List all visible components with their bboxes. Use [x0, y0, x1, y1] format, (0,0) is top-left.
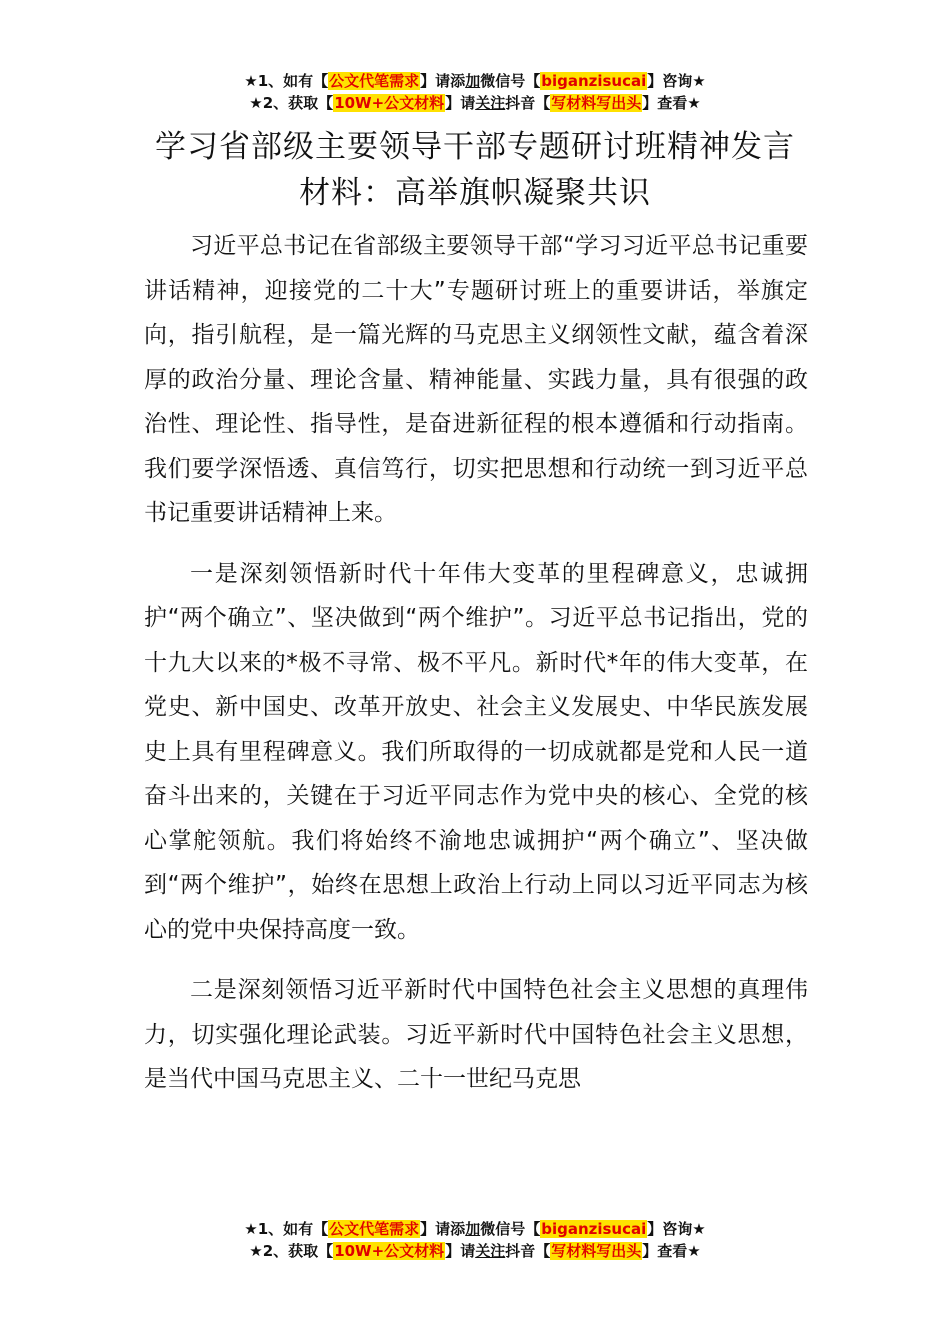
banner-text: 】请 [445, 1242, 476, 1260]
banner-text: ★2、获取【 [249, 1242, 334, 1260]
banner-highlight: 公文代笔需求 [329, 1220, 420, 1238]
banner-text: 抖音【 [505, 94, 551, 112]
banner-text: 】查看★ [642, 94, 701, 112]
banner-line-2 [0, 1240, 950, 1262]
paragraph-point-1: 一是深刻领悟新时代十年伟大变革的里程碑意义，忠诚拥护“两个确立”、坚决做到“两个维护”。习近平总书记指出，党的十九大以来的*极不寻常、极不平凡。新时代*年的伟大变革，在党史、新中国史、改革开放史、社会主义发展史、中华民族发展史上具有里程碑意义。我们所取得的一切成就都是党和人民一道奋斗出来的，关键在于习近平同志作为党中央的核心、全党的核心掌舵领航。我们将始终不渝地忠诚拥护“两个确立”、坚决做到“两个维护”，始终在思想上政治上行动上同以习近平同志为核心的党中央保持高度一致。 [144, 560, 808, 943]
banner-highlight: 公文代笔需求 [329, 72, 420, 90]
banner-text: ★1、如有【 [244, 72, 329, 90]
banner-text: 微信号【 [480, 72, 541, 90]
footer-banner [0, 1218, 950, 1262]
banner-text: 】请添 [420, 1220, 466, 1238]
banner-text: 抖音【 [505, 1242, 551, 1260]
banner-highlight: 10W+公文材料 [334, 94, 445, 112]
banner-line-1 [0, 70, 950, 92]
banner-highlight: biganzisucai [541, 72, 647, 90]
banner-text: ★2、获取【 [249, 94, 334, 112]
banner-line-2 [0, 92, 950, 114]
banner-text: 】请添 [420, 72, 466, 90]
banner-line-1 [0, 1218, 950, 1240]
header-banner [0, 70, 950, 114]
banner-underline: 加 [465, 1220, 481, 1238]
banner-underline: 关注 [475, 1242, 506, 1260]
banner-text: 】查看★ [642, 1242, 701, 1260]
banner-text: 】咨询★ [647, 72, 706, 90]
banner-highlight: biganzisucai [541, 1220, 647, 1238]
banner-highlight: 10W+公文材料 [334, 1242, 445, 1260]
banner-text: ★1、如有【 [244, 1220, 329, 1238]
banner-underline: 加 [465, 72, 481, 90]
document-body [144, 224, 808, 1118]
banner-text: 】咨询★ [647, 1220, 706, 1238]
document-title: 学习省部级主要领导干部专题研讨班精神发言材料：高举旗帜凝聚共识 [155, 129, 795, 211]
paragraph-point-2: 二是深刻领悟习近平新时代中国特色社会主义思想的真理伟力，切实强化理论武装。习近平新时代中国特色社会主义思想，是当代中国马克思主义、二十一世纪马克思 [144, 977, 808, 1092]
banner-highlight: 写材料写出头 [551, 94, 642, 112]
banner-text: 】请 [445, 94, 476, 112]
banner-text: 微信号【 [480, 1220, 541, 1238]
banner-underline: 关注 [475, 94, 506, 112]
paragraph-intro: 习近平总书记在省部级主要领导干部“学习习近平总书记重要讲话精神，迎接党的二十大”专题研讨班上的重要讲话，举旗定向，指引航程，是一篇光辉的马克思主义纲领性文献，蕴含着深厚的政治分量、理论含量、精神能量、实践力量，具有很强的政治性、理论性、指导性，是奋进新征程的根本遵循和行动指南。我们要学深悟透、真信笃行，切实把思想和行动统一到习近平总书记重要讲话精神上来。 [144, 233, 808, 526]
banner-highlight: 写材料写出头 [551, 1242, 642, 1260]
